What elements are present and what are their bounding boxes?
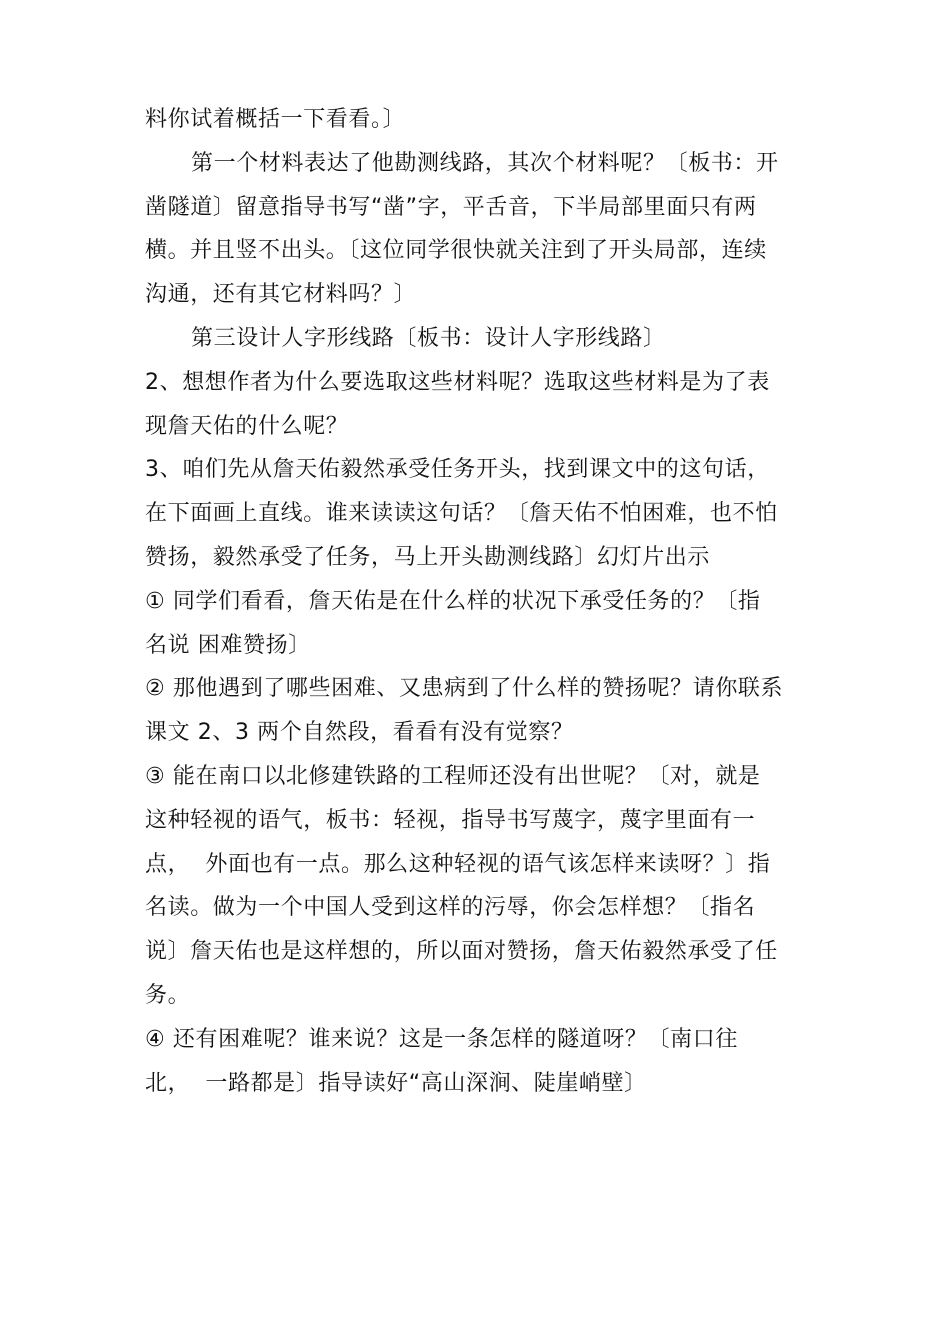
text-line: ① 同学们看看，詹天佑是在什么样的状况下承受任务的？〔指 (145, 588, 761, 614)
text-line: 横。并且竖不出头。〔这位同学很快就关注到了开头局部，连续 (145, 238, 767, 264)
text-line: 这种轻视的语气，板书：轻视，指导书写蔑字，蔑字里面有一 (145, 807, 756, 833)
document-body (145, 98, 825, 1105)
text-line: ③ 能在南口以北修建铁路的工程师还没有出世呢？〔对，就是 (145, 763, 761, 789)
text-line: 第一个材料表达了他勘测线路，其次个材料呢？〔板书：开 (191, 150, 779, 176)
text-line: 现詹天佑的什么呢？ (145, 413, 349, 439)
text-line: 第三设计人字形线路〔板书：设计人字形线路〕 (191, 325, 666, 351)
text-line: 料你试着概括一下看看。〕 (145, 107, 406, 132)
text-line: ② 那他遇到了哪些困难、又患病到了什么样的赞扬呢？请你联系 (145, 676, 784, 702)
text-line: 名读。做为一个中国人受到这样的污辱，你会怎样想？〔指名 (145, 895, 756, 921)
text-line: 名说 困难赞扬〕 (145, 632, 311, 658)
text-line: 务。 (145, 982, 191, 1008)
text-line: 沟通，还有其它材料吗？〕 (145, 282, 417, 308)
text-line: 赞扬，毅然承受了任务，马上开头勘测线路〕幻灯片出示 (145, 544, 711, 570)
text-line: 说〕詹天佑也是这样想的，所以面对赞扬，詹天佑毅然承受了任 (145, 939, 778, 965)
text-line: 2、想想作者为什么要选取这些材料呢？选取这些材料是为了表 (145, 369, 770, 395)
text-line: 凿隧道〕留意指导书写“凿”字，平舌音，下半局部里面只有两 (145, 194, 757, 220)
text-line: 课文 2、3 两个自然段，看看有没有觉察？ (145, 720, 574, 746)
text-line: 北， 一路都是〕指导读好“高山深涧、陡崖峭壁〕 (145, 1070, 647, 1096)
text-line: 3、咱们先从詹天佑毅然承受任务开头，找到课文中的这句话， (145, 457, 770, 483)
text-line: 在下面画上直线。谁来读读这句话？〔詹天佑不怕困难，也不怕 (145, 501, 778, 527)
text-line: ④ 还有困难呢？谁来说？这是一条怎样的隧道呀？〔南口往 (145, 1026, 738, 1052)
text-line: 点， 外面也有一点。那么这种轻视的语气该怎样来读呀？〕指 (145, 851, 771, 877)
